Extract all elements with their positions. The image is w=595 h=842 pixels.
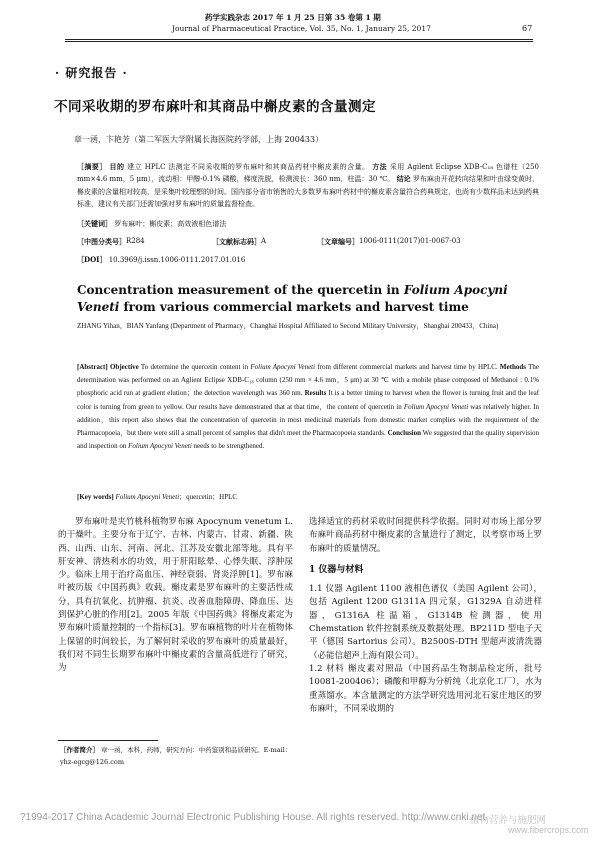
title-cn: 不同采收期的罗布麻叶和其商品中槲皮素的含量测定	[54, 99, 376, 115]
watermark-text: 植物营养与施肥网	[470, 815, 547, 826]
abstract-cn	[77, 161, 539, 210]
authors-cn: 章一函，卞艳芳（第二军医大学附属长海医院药学部，上海 200433）	[74, 135, 324, 144]
footnote-text: 章一函，本科，药师，研究方向：中药鉴别和品质研究。E-mail：yhz-egcg@126.com	[60, 746, 292, 766]
doi	[77, 255, 245, 265]
footnote-rule	[58, 740, 158, 741]
results-en-b: was relatively higher. In addition，this report also shows that the concentration of quercetin in most medicinal materials from domestic market complies with the requirement of the Pharmacopoeia，but there were still a small percent of samples that didn't meet the Pharmacopoeia standards.	[77, 402, 539, 438]
keywords-cn-value: 罗布麻叶；槲皮素；高效液相色谱法	[114, 220, 227, 228]
conclusion-en-b: needs to be strengthened.	[191, 442, 265, 451]
keywords-cn-label: ［关键词］	[77, 219, 112, 228]
objective-label: 目的	[109, 162, 125, 171]
method-label: 方法	[372, 162, 388, 171]
footnote-label: ［作者简介］	[60, 746, 99, 754]
results-en-label: Results	[304, 389, 327, 398]
doi-value: 10.3969/j.issn.1006-0111.2017.01.016	[108, 256, 246, 264]
watermark-url: www.fibercrops.com	[508, 825, 589, 835]
article-value: 1006-0111(2017)01-0067-03	[359, 237, 461, 245]
clc-label: ［中图分类号］	[77, 237, 126, 246]
method-text: 采用 Agilent Eclipse XDB-C₁₈ 色谱柱（250 mm×4.6 mm，5 μm），流动相：甲醇-0.1% 磷酸，梯度洗脱，检测波长：360 nm，柱温：30 ℃。	[77, 163, 540, 184]
keywords-en-rest: ；quercetin；HPLC	[179, 493, 238, 501]
page-number: 67	[522, 24, 533, 33]
title-en	[77, 282, 547, 316]
section-heading-1: 1 仪器与材料	[309, 564, 364, 575]
results-en-i: Folium Apocyni Veneti	[403, 402, 469, 411]
keywords-en	[77, 492, 237, 502]
keywords-en-label: [Key words]	[77, 493, 114, 501]
body-right-p1: 选择适宜的药材采收时间提供科学依据。同时对市场上部分罗布麻叶商品药材中槲皮素的含量进行了测定，以考察市场上罗布麻叶的质量情况。	[309, 517, 542, 554]
clc-value: R284	[126, 237, 145, 245]
copyright-footer: ?1994-2017 China Academic Journal Electronic Publishing House. All rights reserved. http://www.cnki.net	[20, 812, 486, 823]
abstract-en	[77, 361, 539, 453]
doc-value: A	[261, 237, 267, 245]
journal-header-cn: 药学实践杂志 2017 年 1 月 25 日第 35 卷第 1 期	[205, 13, 381, 22]
objective-en-a: To determine the quercetin content in	[140, 363, 251, 371]
journal-header-en: Journal of Pharmaceutical Practice, Vol. 35, No. 1, January 25, 2017	[172, 24, 431, 33]
conclusion-en-a: We suggested that the quality supervision and inspection on	[77, 429, 540, 451]
keywords-en-italic: Folium Apocyni Veneti	[115, 493, 180, 501]
objective-text: 建立 HPLC 法测定不同采收期的罗布麻叶和其商品药材中槲皮素的含量。	[127, 163, 370, 171]
footnote	[60, 744, 295, 768]
methods-en-label: Methods	[499, 363, 526, 371]
conclusion-en-i: Folium Apocyni Veneti	[128, 442, 192, 451]
title-en-italic: Folium Apocyni Veneti	[77, 283, 508, 314]
abstract-cn-label: ［摘要］	[77, 162, 107, 171]
article-label: ［文章编号］	[317, 237, 359, 246]
header-rule	[65, 39, 533, 40]
conclusion-en-label: Conclusion	[387, 429, 422, 438]
title-en-part1: Concentration measurement of the quercetin in	[77, 283, 404, 297]
doc-label: ［文献标志码］	[212, 237, 261, 246]
body-right-p2: 1.1 仪器 Agilent 1100 液相色谱仪（美国 Agilent 公司），包括 Agilent 1200 G1311A 四元泵，G1329A 自动进样器，G1316A 柱温箱，G1314B 检测器，使用 Chemstation 软件控制系统及数据处理。BP211D 型电子天平（德国 Sartorius 公司）。B2500S-DTH 型超声波清洗器（必能信超声上海有限公司）。	[309, 584, 542, 661]
abstract-en-label: [Abstract]	[77, 363, 108, 371]
body-right-column	[309, 516, 542, 716]
methods-en-text: The determination was performed on an Aglient Eclipse XDB-C₁₈ column (250 mm × 4.6 mm，5 μm) at 30 ℃ with a mobile phase composed of Methanol : 0.1% phosphoric acid run at gradient elution；the detection wavelength was 360 nm.	[77, 363, 540, 398]
authors-en: ZHANG Yihan，BIAN Yanfang (Department of Pharmacy，Changhai Hospital Affiliated to Second Military University，Shanghai 200433，China)	[77, 322, 499, 330]
body-left-p1: 罗布麻叶是夹竹桃科植物罗布麻 Apocynum venetum L. 的干燥叶。主要分布于辽宁、吉林、内蒙古、甘肃、新疆、陕西、山西、山东、河南、河北、江苏及安徽北部等地。具有平肝安神、清热利水的功效，用于肝阳眩晕、心悸失眠、浮肿尿少。临床上用于治疗高血压、神经衰弱、肾炎浮肿[1]。罗布麻叶被历版《中国药典》收载。槲皮素是罗布麻叶的主要活性成分，具有抗氧化、抗肿瘤、抗炎、改善血脂障碍、降血压、达到保护心脏的作用[2]。2005 年版《中国药典》将槲皮素定为罗布麻叶质量控制的一个指标[3]。罗布麻植物的叶片在植物体上保留的时间较长，为了解何时采收的罗布麻叶的质量最好，我们对不同生长期罗布麻叶中槲皮素的含量高低进行了研究，为	[58, 517, 294, 674]
result-text: 罗布麻由开花转向结果和叶由绿变黄时，槲皮素的含量相对较高，是采集叶较理想的时间。国内部分省市销售的大多数罗布麻叶药材中的槲皮素含量符合药典规定，也尚有少数样品未达到药典标准，建议有关部门还需加强对罗布麻叶的质量监督检查。	[77, 175, 539, 208]
section-label: · 研究报告 ·	[55, 66, 128, 80]
title-en-part2: from various commercial markets and harvest time	[119, 300, 469, 314]
header-rule-thin	[65, 41, 533, 42]
body-right-p3: 1.2 材料 槲皮素对照品（中国药品生物制品检定所，批号 10081-200406）；磷酸和甲醇为分析纯（北京化工厂），水为重蒸馏水。本含量测定的方法学研究选用河北石家庄地区的罗布麻叶，不同采收期的	[309, 663, 542, 714]
result-label: 结论	[396, 174, 411, 184]
doi-label: ［DOI］	[77, 255, 107, 264]
objective-en-label: Objective	[109, 363, 139, 371]
keywords-cn	[77, 219, 226, 229]
results-en-a: It is a better timing to harvest when the flower is turning fruit and the leaf color is turning from green to yellow. Our results have demonstrated that at that time，the content of quercetin in	[77, 389, 540, 411]
objective-en-b: from different commercial markets and harvest time by HPLC.	[315, 363, 498, 371]
objective-en-i: Folium Apocyni Veneti	[250, 363, 316, 371]
body-left-column	[58, 516, 293, 676]
